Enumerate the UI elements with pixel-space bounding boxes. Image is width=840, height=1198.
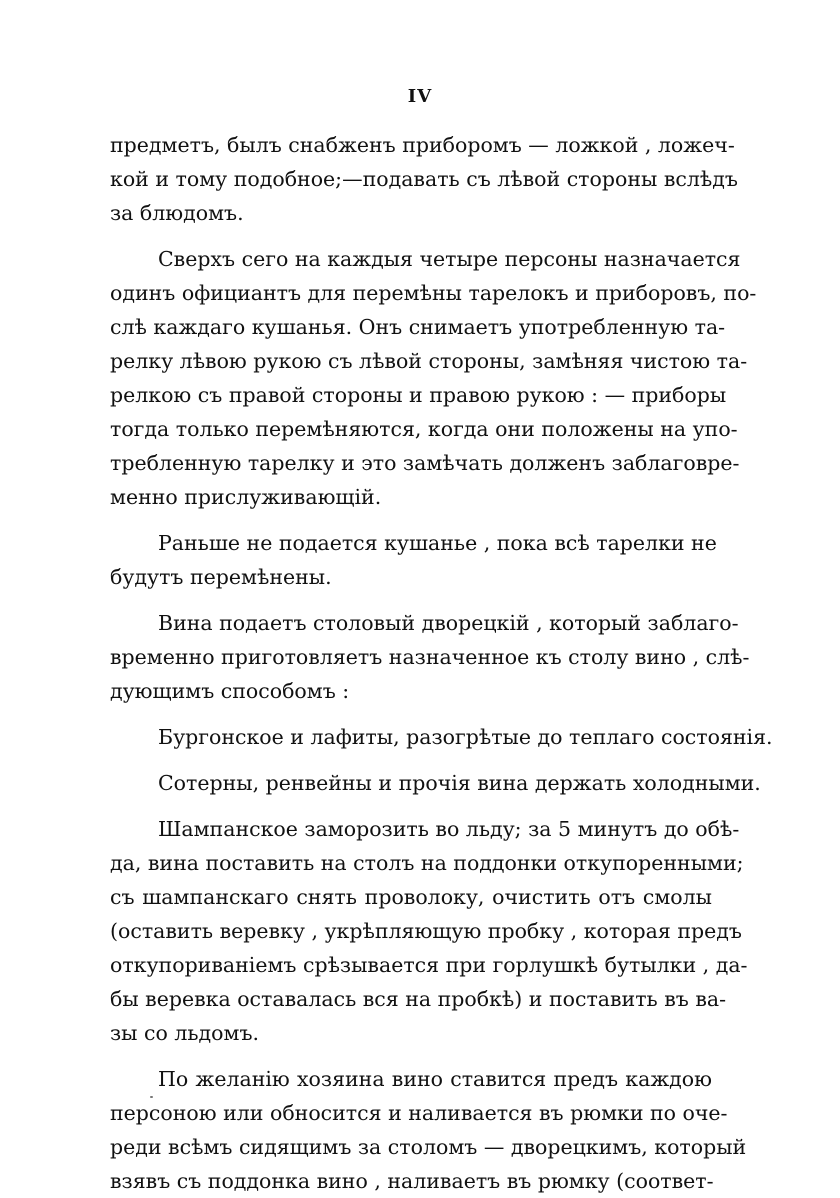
text-line: (оставить веревку , укрѣпляющую пробку , которая предъ [110, 919, 742, 943]
text-line: будутъ перемѣнены. [110, 565, 332, 589]
paragraph [110, 242, 757, 514]
text-line: кой и тому подобное;—подавать съ лѣвой стороны вслѣдъ [110, 167, 738, 191]
text-line: дующимъ способомъ : [110, 679, 350, 703]
text-line: менно прислуживающій. [110, 485, 382, 509]
paragraph [110, 812, 748, 1050]
text-line: предметъ, былъ снабженъ приборомъ — ложкой , ложеч- [110, 133, 735, 157]
text-line: Шампанское заморозить во льду; за 5 минутъ до обѣ- [158, 817, 740, 841]
page-number: IV [407, 86, 433, 107]
text-line: откупориваніемъ срѣзывается при горлушкѣ бутылки , да- [110, 953, 748, 977]
text-line: релкою съ правой стороны и правою рукою : — приборы [110, 383, 727, 407]
paragraph [110, 606, 750, 708]
text-line: персоною или обносится и наливается въ рюмки по оче- [110, 1101, 728, 1125]
text-line: реди всѣмъ сидящимъ за столомъ — дворецкимъ, который [110, 1135, 747, 1159]
text-line: Раньше не подается кушанье , пока всѣ тарелки не [158, 531, 717, 555]
text-line: слѣ каждаго кушанья. Онъ снимаетъ употребленную та- [110, 315, 726, 339]
text-line: съ шампанскаго снять проволоку, очистить отъ смолы [110, 885, 712, 909]
print-speck [150, 1096, 153, 1098]
text-line: По желанію хозяина вино ставится предъ каждою [158, 1067, 712, 1091]
text-line: временно приготовляетъ назначенное къ столу вино , слѣ- [110, 645, 750, 669]
paragraph [110, 1062, 747, 1198]
paragraph [110, 720, 773, 754]
paragraph [110, 128, 738, 230]
text-line: Бургонское и лафиты, разогрѣтые до теплаго состоянія. [158, 725, 773, 749]
text-line: требленную тарелку и это замѣчать долженъ заблаговре- [110, 451, 740, 475]
text-line: одинъ официантъ для перемѣны тарелокъ и приборовъ, по- [110, 281, 757, 305]
text-line: взявъ съ поддонка вино , наливаетъ въ рюмку (соответ- [110, 1169, 714, 1193]
text-line: зы со льдомъ. [110, 1021, 260, 1045]
text-line: за блюдомъ. [110, 201, 244, 225]
text-line: да, вина поставить на столъ на поддонки откупоренными; [110, 851, 744, 875]
body-text [110, 128, 773, 1198]
text-line: бы веревка оставалась вся на пробкѣ) и поставить въ ва- [110, 987, 727, 1011]
paragraph [110, 526, 717, 594]
text-line: Сотерны, ренвейны и прочія вина держать холодными. [158, 771, 761, 795]
text-line: Сверхъ сего на каждыя четыре персоны назначается [158, 247, 741, 271]
text-line: Вина подаетъ столовый дворецкій , который заблаго- [158, 611, 739, 635]
text-line: релку лѣвою рукою съ лѣвой стороны, замѣняя чистою та- [110, 349, 748, 373]
text-line: тогда только перемѣняются, когда они положены на упо- [110, 417, 738, 441]
paragraph [110, 766, 761, 800]
